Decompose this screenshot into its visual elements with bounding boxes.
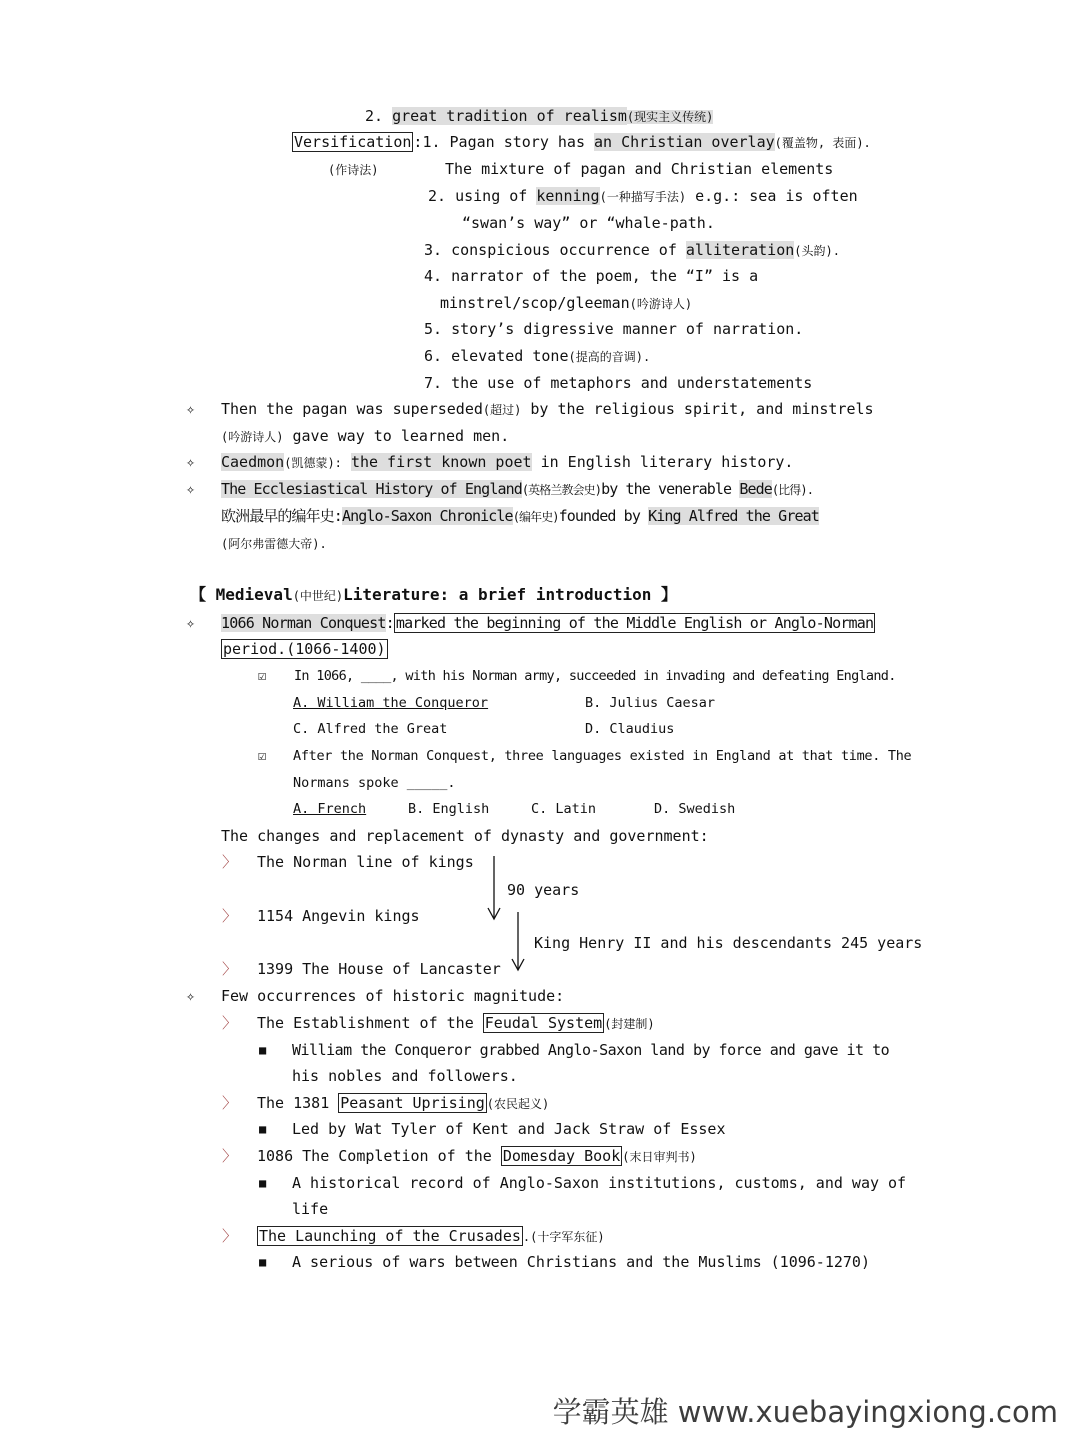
q1-option-b: B. Julius Caesar	[585, 695, 716, 711]
tradition-cn: (现实主义传统)	[626, 110, 714, 124]
first-known-poet: the first known poet	[350, 453, 532, 471]
ecclesiastical-history: The Ecclesiastical History of England	[221, 480, 522, 498]
q2-option-b: B. English	[408, 801, 490, 817]
oe-bullet-1b	[221, 426, 509, 447]
f3-cn: (末日审判书)	[622, 1150, 697, 1164]
f4-cn: .(十字军东征)	[522, 1230, 605, 1244]
q2-option-d: D. Swedish	[654, 801, 736, 817]
q1-option-c: C. Alfred the Great	[293, 721, 448, 737]
norman-conquest-label: 1066 Norman Conquest	[221, 614, 386, 632]
heading-left: 【 Medieval	[190, 585, 293, 604]
feudal-sub-2: his nobles and followers.	[292, 1067, 518, 1085]
king-alfred: King Alfred the Great	[648, 507, 819, 525]
item-2-cn: (一种描写手法)	[599, 190, 687, 204]
peasant-uprising	[257, 1093, 549, 1114]
item-2-highlight: kenning	[536, 187, 600, 205]
colon: :	[413, 133, 423, 151]
bede-cn: (比得).	[771, 483, 814, 497]
item-4b-text: minstrel/scop/gleeman	[440, 294, 630, 312]
b1b-cn: (吟游诗人)	[221, 430, 284, 444]
norman-conquest	[221, 613, 875, 633]
f2-cn: (农民起义)	[486, 1097, 550, 1111]
chevron-icon: 〉	[222, 907, 238, 925]
crusades-sub: A serious of wars between Christians and the Muslims (1096-1270)	[292, 1253, 870, 1271]
chevron-icon: 〉	[222, 1094, 238, 1112]
item-4b-cn: (吟游诗人)	[629, 297, 693, 311]
domesday-book	[257, 1146, 697, 1167]
chevron-icon: 〉	[222, 853, 238, 871]
b3-cn: (英格兰教会史)	[521, 483, 602, 497]
square-bullet-icon: ■	[259, 1255, 267, 1269]
star-bullet-icon: ✧	[186, 614, 196, 632]
anglo-saxon-chronicle: Anglo-Saxon Chronicle	[341, 507, 513, 525]
versification-item-3	[424, 240, 840, 261]
square-bullet-icon: ■	[259, 1122, 267, 1136]
dynasty-lancaster: 1399 The House of Lancaster	[257, 960, 501, 978]
feudal-system-box: Feudal System	[484, 1014, 603, 1032]
versification-item-2b: “swan’s way” or “whale-path.	[462, 214, 715, 232]
dynasty-arrows	[480, 856, 530, 976]
item-6-text: 6. elevated tone	[424, 347, 569, 365]
oe-bullet-1	[221, 399, 874, 420]
versification-item-7: 7. the use of metaphors and understatements	[424, 374, 813, 392]
crusades	[257, 1226, 605, 1247]
item-1-cn: (覆盖物, 表面).	[774, 136, 871, 150]
item-1-highlight: an Christian overlay	[594, 133, 775, 151]
f2-pre: The 1381	[257, 1094, 339, 1112]
versification-item-1	[292, 132, 871, 153]
star-bullet-icon: ✧	[186, 987, 196, 1005]
star-bullet-icon: ✧	[186, 400, 196, 418]
chevron-icon: 〉	[222, 1014, 238, 1032]
f1-cn: (封建制)	[604, 1017, 655, 1031]
oe-bullet-2	[221, 452, 793, 473]
q1-option-d: D. Claudius	[585, 721, 675, 737]
item-2-post: e.g.: sea is often	[686, 187, 858, 205]
few-occurrences: Few occurrences of historic magnitude:	[221, 987, 565, 1005]
square-bullet-icon: ■	[259, 1176, 267, 1190]
item-1-text: 1. Pagan story has	[422, 133, 595, 151]
star-bullet-icon: ✧	[186, 453, 196, 471]
down-arrow-icon	[488, 856, 500, 919]
feudal-system	[257, 1013, 655, 1034]
conquest-box: marked the beginning of the Middle English or Anglo-Norman	[395, 614, 874, 632]
item-2-text: 2. using of	[428, 187, 537, 205]
crusades-box: The Launching of the Crusades	[259, 1227, 521, 1245]
f3-pre: 1086 The Completion of the	[257, 1147, 501, 1165]
q2-option-a	[293, 799, 366, 819]
dynasty-norman: The Norman line of kings	[257, 853, 474, 871]
oe-bullet-3	[221, 479, 813, 500]
oe-bullet-3c: (阿尔弗雷德大帝).	[221, 537, 327, 551]
versification-item-4: 4. narrator of the poem, the “I” is a	[424, 267, 759, 285]
chronicle-cn-label: 欧洲最早的编年史:	[221, 507, 342, 525]
q1-a-text: A. William the Conqueror	[293, 695, 489, 711]
f1-pre: The Establishment of the	[257, 1014, 483, 1032]
dynasty-title: The changes and replacement of dynasty and government:	[221, 827, 709, 845]
chevron-icon: 〉	[222, 960, 238, 978]
item-3-text: 3. conspicious occurrence of	[424, 241, 686, 259]
star-bullet-icon: ✧	[186, 480, 196, 498]
tradition-text: great tradition of realism	[392, 107, 627, 125]
versification-item-4b	[440, 293, 692, 314]
oe-bullet-3b	[221, 506, 819, 527]
b2-post: in English literary history.	[531, 453, 794, 471]
b3b-mid: founded by	[558, 507, 649, 525]
tradition-number: 2.	[365, 107, 384, 125]
caedmon-cn: (凯德蒙):	[284, 456, 342, 470]
checkbox-icon: ☑	[258, 748, 267, 764]
question-1: In 1066, ____, with his Norman army, succeeded in invading and defeating England.	[294, 668, 896, 684]
q2-option-c: C. Latin	[531, 801, 597, 817]
item-6-cn: (提高的音调).	[568, 350, 651, 364]
dynasty-angevin: 1154 Angevin kings	[257, 907, 420, 925]
chronicle-cn: (编年史)	[512, 510, 559, 524]
norman-conquest-b	[221, 639, 388, 659]
caedmon: Caedmon	[221, 453, 285, 471]
domesday-sub: A historical record of Anglo-Saxon institutions, customs, and way of	[292, 1174, 907, 1192]
question-2: After the Norman Conquest, three languages existed in England at that time. The	[293, 748, 912, 764]
dynasty-years-1: 90 years	[507, 881, 580, 899]
b1-cn: (超过)	[482, 403, 522, 417]
b1b-text: gave way to learned men.	[283, 427, 510, 445]
item-3-highlight: alliteration	[685, 241, 795, 259]
chevron-icon: 〉	[222, 1227, 238, 1245]
versification-title: Versification	[294, 133, 412, 151]
b1-pre: Then the pagan was superseded	[221, 400, 483, 418]
question-2b: Normans spoke _____.	[293, 775, 456, 791]
heading-cn: (中世纪)	[292, 589, 344, 603]
versification-item-6	[424, 346, 650, 367]
medieval-heading	[190, 585, 677, 606]
item-3-cn: (头韵).	[794, 244, 840, 258]
q1-option-a	[293, 693, 488, 713]
conquest-period-box: period.(1066-1400)	[223, 640, 386, 658]
feudal-sub: William the Conqueror grabbed Anglo-Saxon land by force and gave it to	[292, 1041, 890, 1059]
domesday-sub-2: life	[292, 1200, 329, 1218]
square-bullet-icon: ■	[259, 1043, 267, 1057]
conquest-colon: :	[385, 614, 394, 632]
down-arrow-icon	[512, 912, 524, 970]
heading-right: Literature: a brief introduction 】	[343, 585, 678, 604]
peasant-sub: Led by Wat Tyler of Kent and Jack Straw of Essex	[292, 1120, 726, 1138]
domesday-book-box: Domesday Book	[502, 1147, 621, 1165]
peasant-uprising-box: Peasant Uprising	[340, 1094, 485, 1112]
versification-item-1b: The mixture of pagan and Christian elements	[445, 160, 834, 178]
chevron-icon: 〉	[222, 1147, 238, 1165]
versification-title-cn: (作诗法)	[328, 163, 379, 177]
versification-item-5: 5. story’s digressive manner of narration.	[424, 320, 804, 338]
b1-post: by the religious spirit, and minstrels	[521, 400, 874, 418]
checkbox-icon: ☑	[258, 668, 267, 684]
footer-watermark: 学霸英雄 www.xuebayingxiong.com	[552, 1395, 1058, 1429]
versification-item-2	[428, 186, 858, 207]
tradition-line	[365, 106, 713, 127]
bede: Bede	[739, 480, 772, 498]
dynasty-years-2: King Henry II and his descendants 245 years	[534, 934, 923, 952]
q2-a-text: A. French	[293, 801, 367, 817]
b3-mid: by the venerable	[601, 480, 740, 498]
